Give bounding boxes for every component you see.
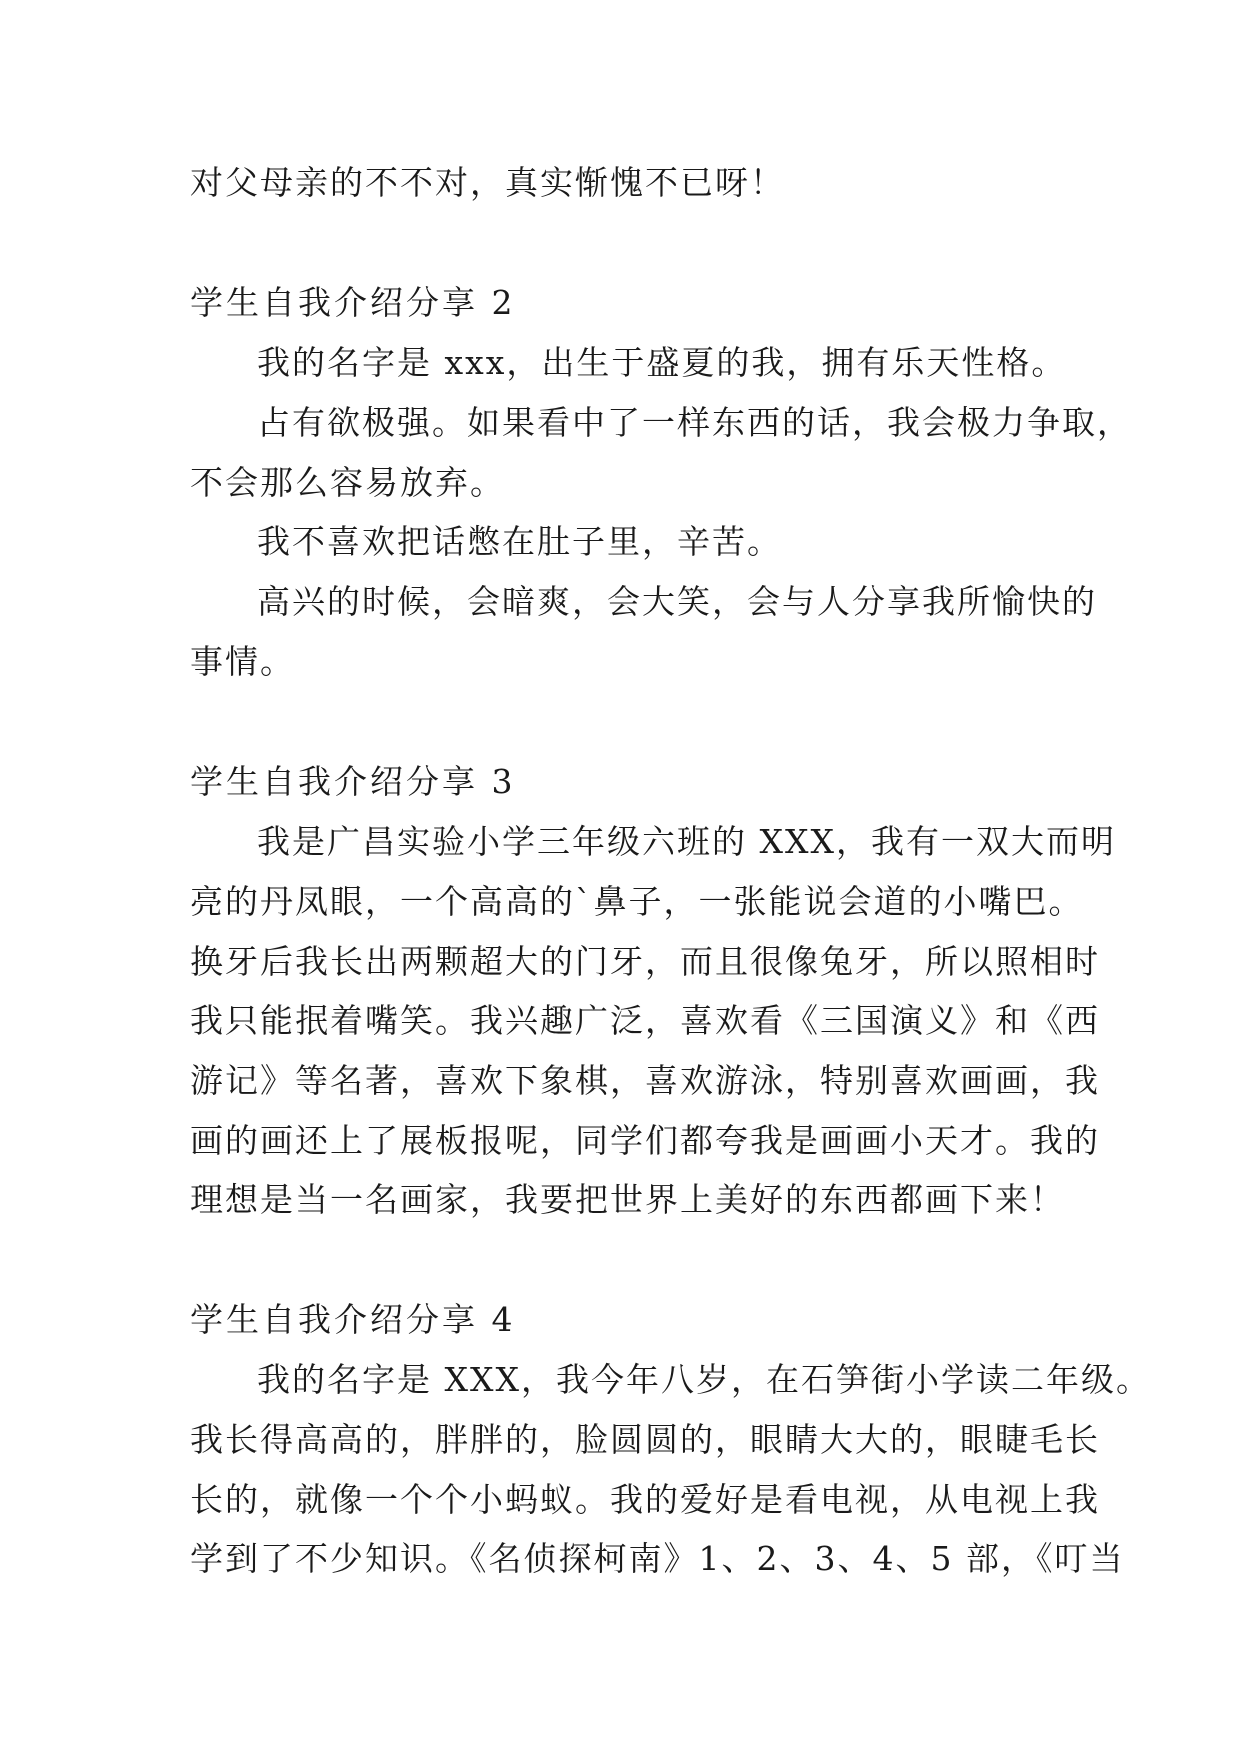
paragraph-line: 不会那么容易放弃。 — [190, 463, 505, 502]
section-heading: 学生自我介绍分享 2 — [190, 283, 516, 322]
paragraph-line: 我不喜欢把话憋在肚子里，辛苦。 — [257, 522, 782, 561]
paragraph-line: 我只能抿着嘴笑。我兴趣广泛，喜欢看《三国演义》和《西 — [190, 1001, 1100, 1040]
intro-tail-text: 对父母亲的不不对，真实惭愧不已呀！ — [190, 163, 785, 202]
paragraph-line: 我的名字是 XXX，我今年八岁，在石笋街小学读二年级。 — [257, 1360, 1151, 1399]
section-heading: 学生自我介绍分享 3 — [190, 762, 516, 801]
paragraph-line: 我长得高高的，胖胖的，脸圆圆的，眼睛大大的，眼睫毛长 — [190, 1420, 1100, 1459]
paragraph-line: 我的名字是 xxx，出生于盛夏的我，拥有乐天性格。 — [257, 343, 1067, 382]
paragraph-line: 画的画还上了展板报呢，同学们都夸我是画画小天才。我的 — [190, 1121, 1100, 1160]
paragraph-line: 换牙后我长出两颗超大的门牙，而且很像兔牙，所以照相时 — [190, 942, 1100, 981]
paragraph-line: 理想是当一名画家，我要把世界上美好的东西都画下来！ — [190, 1180, 1065, 1219]
paragraph-line: 我是广昌实验小学三年级六班的 XXX，我有一双大而明 — [257, 822, 1116, 861]
paragraph-line: 游记》等名著，喜欢下象棋，喜欢游泳，特别喜欢画画，我 — [190, 1061, 1100, 1100]
paragraph-line: 占有欲极强。如果看中了一样东西的话，我会极力争取， — [257, 403, 1132, 442]
paragraph-line: 长的，就像一个个小蚂蚁。我的爱好是看电视，从电视上我 — [190, 1480, 1100, 1519]
paragraph-line: 学到了不少知识。《名侦探柯南》1、2、3、4、5 部，《叮当 — [190, 1539, 1125, 1578]
paragraph-line: 高兴的时候，会暗爽，会大笑，会与人分享我所愉快的 — [257, 582, 1097, 621]
section-heading: 学生自我介绍分享 4 — [190, 1300, 516, 1339]
paragraph-line: 亮的丹凤眼，一个高高的`鼻子，一张能说会道的小嘴巴。 — [190, 882, 1084, 921]
paragraph-line: 事情。 — [190, 642, 295, 681]
